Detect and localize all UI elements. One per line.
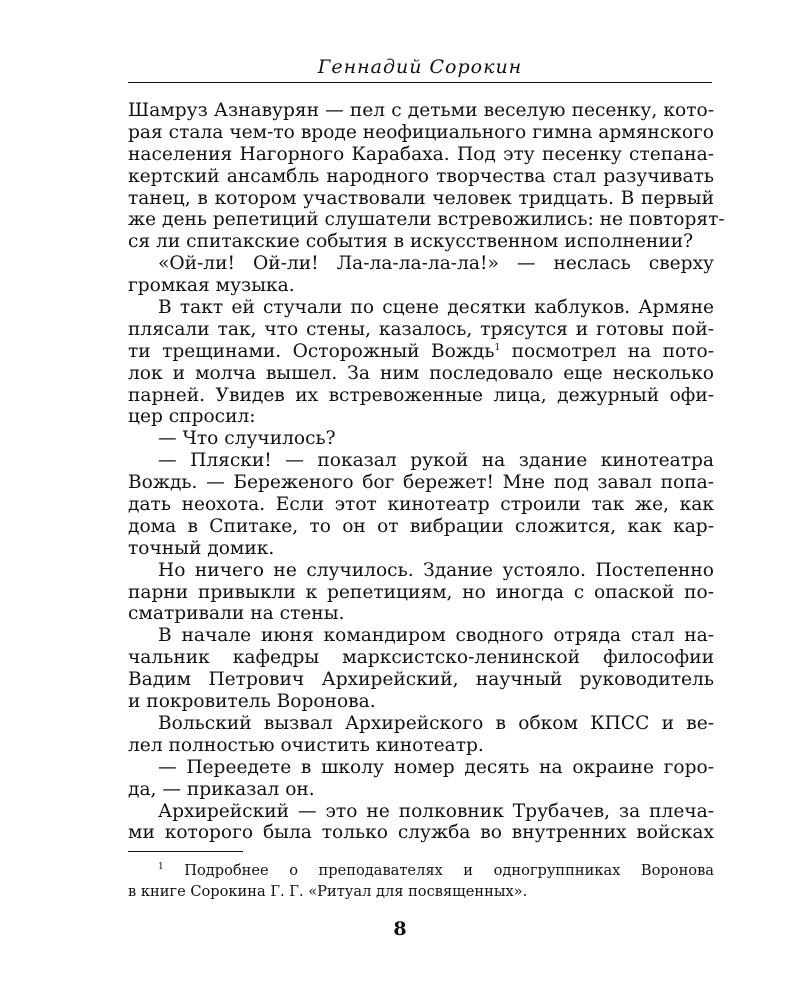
text-line: — Пляски! — показал рукой на здание кинотеатра	[158, 450, 714, 472]
text-line: танец, в котором участвовали человек тридцать. В первый	[128, 187, 714, 209]
text-line: — Переедете в школу номер десять на окраине горо-	[158, 756, 714, 778]
text-line: точный домик.	[128, 537, 275, 559]
text-line: Вождь. — Береженого бог бережет! Мне под завал попа-	[128, 472, 714, 494]
footnote-line	[128, 860, 714, 881]
text-line: сматривали на стены.	[128, 603, 345, 625]
text-line: Вадим Петрович Архирейский, научный руководитель	[128, 669, 714, 691]
text-line: кертский ансамбль народного творчества стал разучивать	[128, 165, 714, 187]
footnote-marker: 1	[158, 862, 164, 873]
text-line: «Ой-ли! Ой-ли! Ла-ла-ла-ла-ла!» — неслась сверху	[158, 253, 714, 275]
running-header: Геннадий Сорокин	[317, 56, 523, 78]
text-line: Но ничего не случилось. Здание устояло. Постепенно	[158, 559, 714, 581]
text-line: населения Нагорного Карабаха. Под эту песенку степана-	[128, 143, 714, 165]
footnote-reference: 1	[494, 342, 501, 353]
page-number: 8	[393, 918, 407, 940]
text-fragment: посмотрел на пото-	[500, 340, 714, 362]
text-line: рая стала чем-то вроде неофициального гимна армянского	[128, 121, 714, 143]
text-line: парней. Увидев их встревоженные лица, дежурный офи-	[128, 384, 714, 406]
footnote	[128, 860, 714, 902]
text-line: дать неохота. Если этот кинотеатр строили так же, как	[128, 494, 714, 516]
text-line: плясали так, что стены, казалось, трясутся и готовы пой-	[128, 318, 714, 340]
text-line: лел полностью очистить кинотеатр.	[128, 734, 484, 756]
text-line: ми которого была только служба во внутренних войсках	[128, 822, 714, 844]
text-fragment: ти трещинами. Осторожный Вождь	[128, 340, 495, 362]
footnote-rule	[128, 851, 243, 852]
body-text	[128, 100, 725, 844]
text-line: В такт ей стучали по сцене десятки каблуков. Армяне	[158, 297, 714, 319]
text-line: же день репетиций слушатели встревожились: не повторят-	[128, 209, 725, 231]
header-rule	[128, 82, 712, 83]
text-line: ся ли спитакские события в искусственном исполнении?	[128, 231, 694, 253]
text-line: Вольский вызвал Архирейского в обком КПСС и ве-	[158, 712, 714, 734]
text-line: парни привыкли к репетициям, но иногда с опаской по-	[128, 581, 714, 603]
text-line: Шамруз Азнавурян — пел с детьми веселую песенку, кото-	[128, 100, 714, 121]
text-line: да, — приказал он.	[128, 778, 315, 800]
text-line: В начале июня командиром сводного отряда стал на-	[158, 625, 714, 647]
text-line: и покровитель Воронова.	[128, 691, 376, 713]
text-line-with-footnote-ref	[128, 341, 714, 363]
text-line: Архирейский — это не полковник Трубачев, за плеча-	[158, 800, 714, 822]
text-line: лок и молча вышел. За ним последовало еще несколько	[128, 362, 714, 384]
text-line: цер спросил:	[128, 406, 256, 428]
text-line: громкая музыка.	[128, 275, 295, 297]
footnote-text: Подробнее о преподавателях и одногруппниках Воронова	[163, 862, 714, 879]
footnote-line: в книге Сорокина Г. Г. «Ритуал для посвященных».	[128, 883, 528, 900]
text-line: дома в Спитаке, то он от вибрации сложится, как кар-	[128, 515, 714, 537]
text-line: чальник кафедры марксистско-ленинской философии	[128, 647, 714, 669]
text-line: — Что случилось?	[158, 428, 336, 450]
